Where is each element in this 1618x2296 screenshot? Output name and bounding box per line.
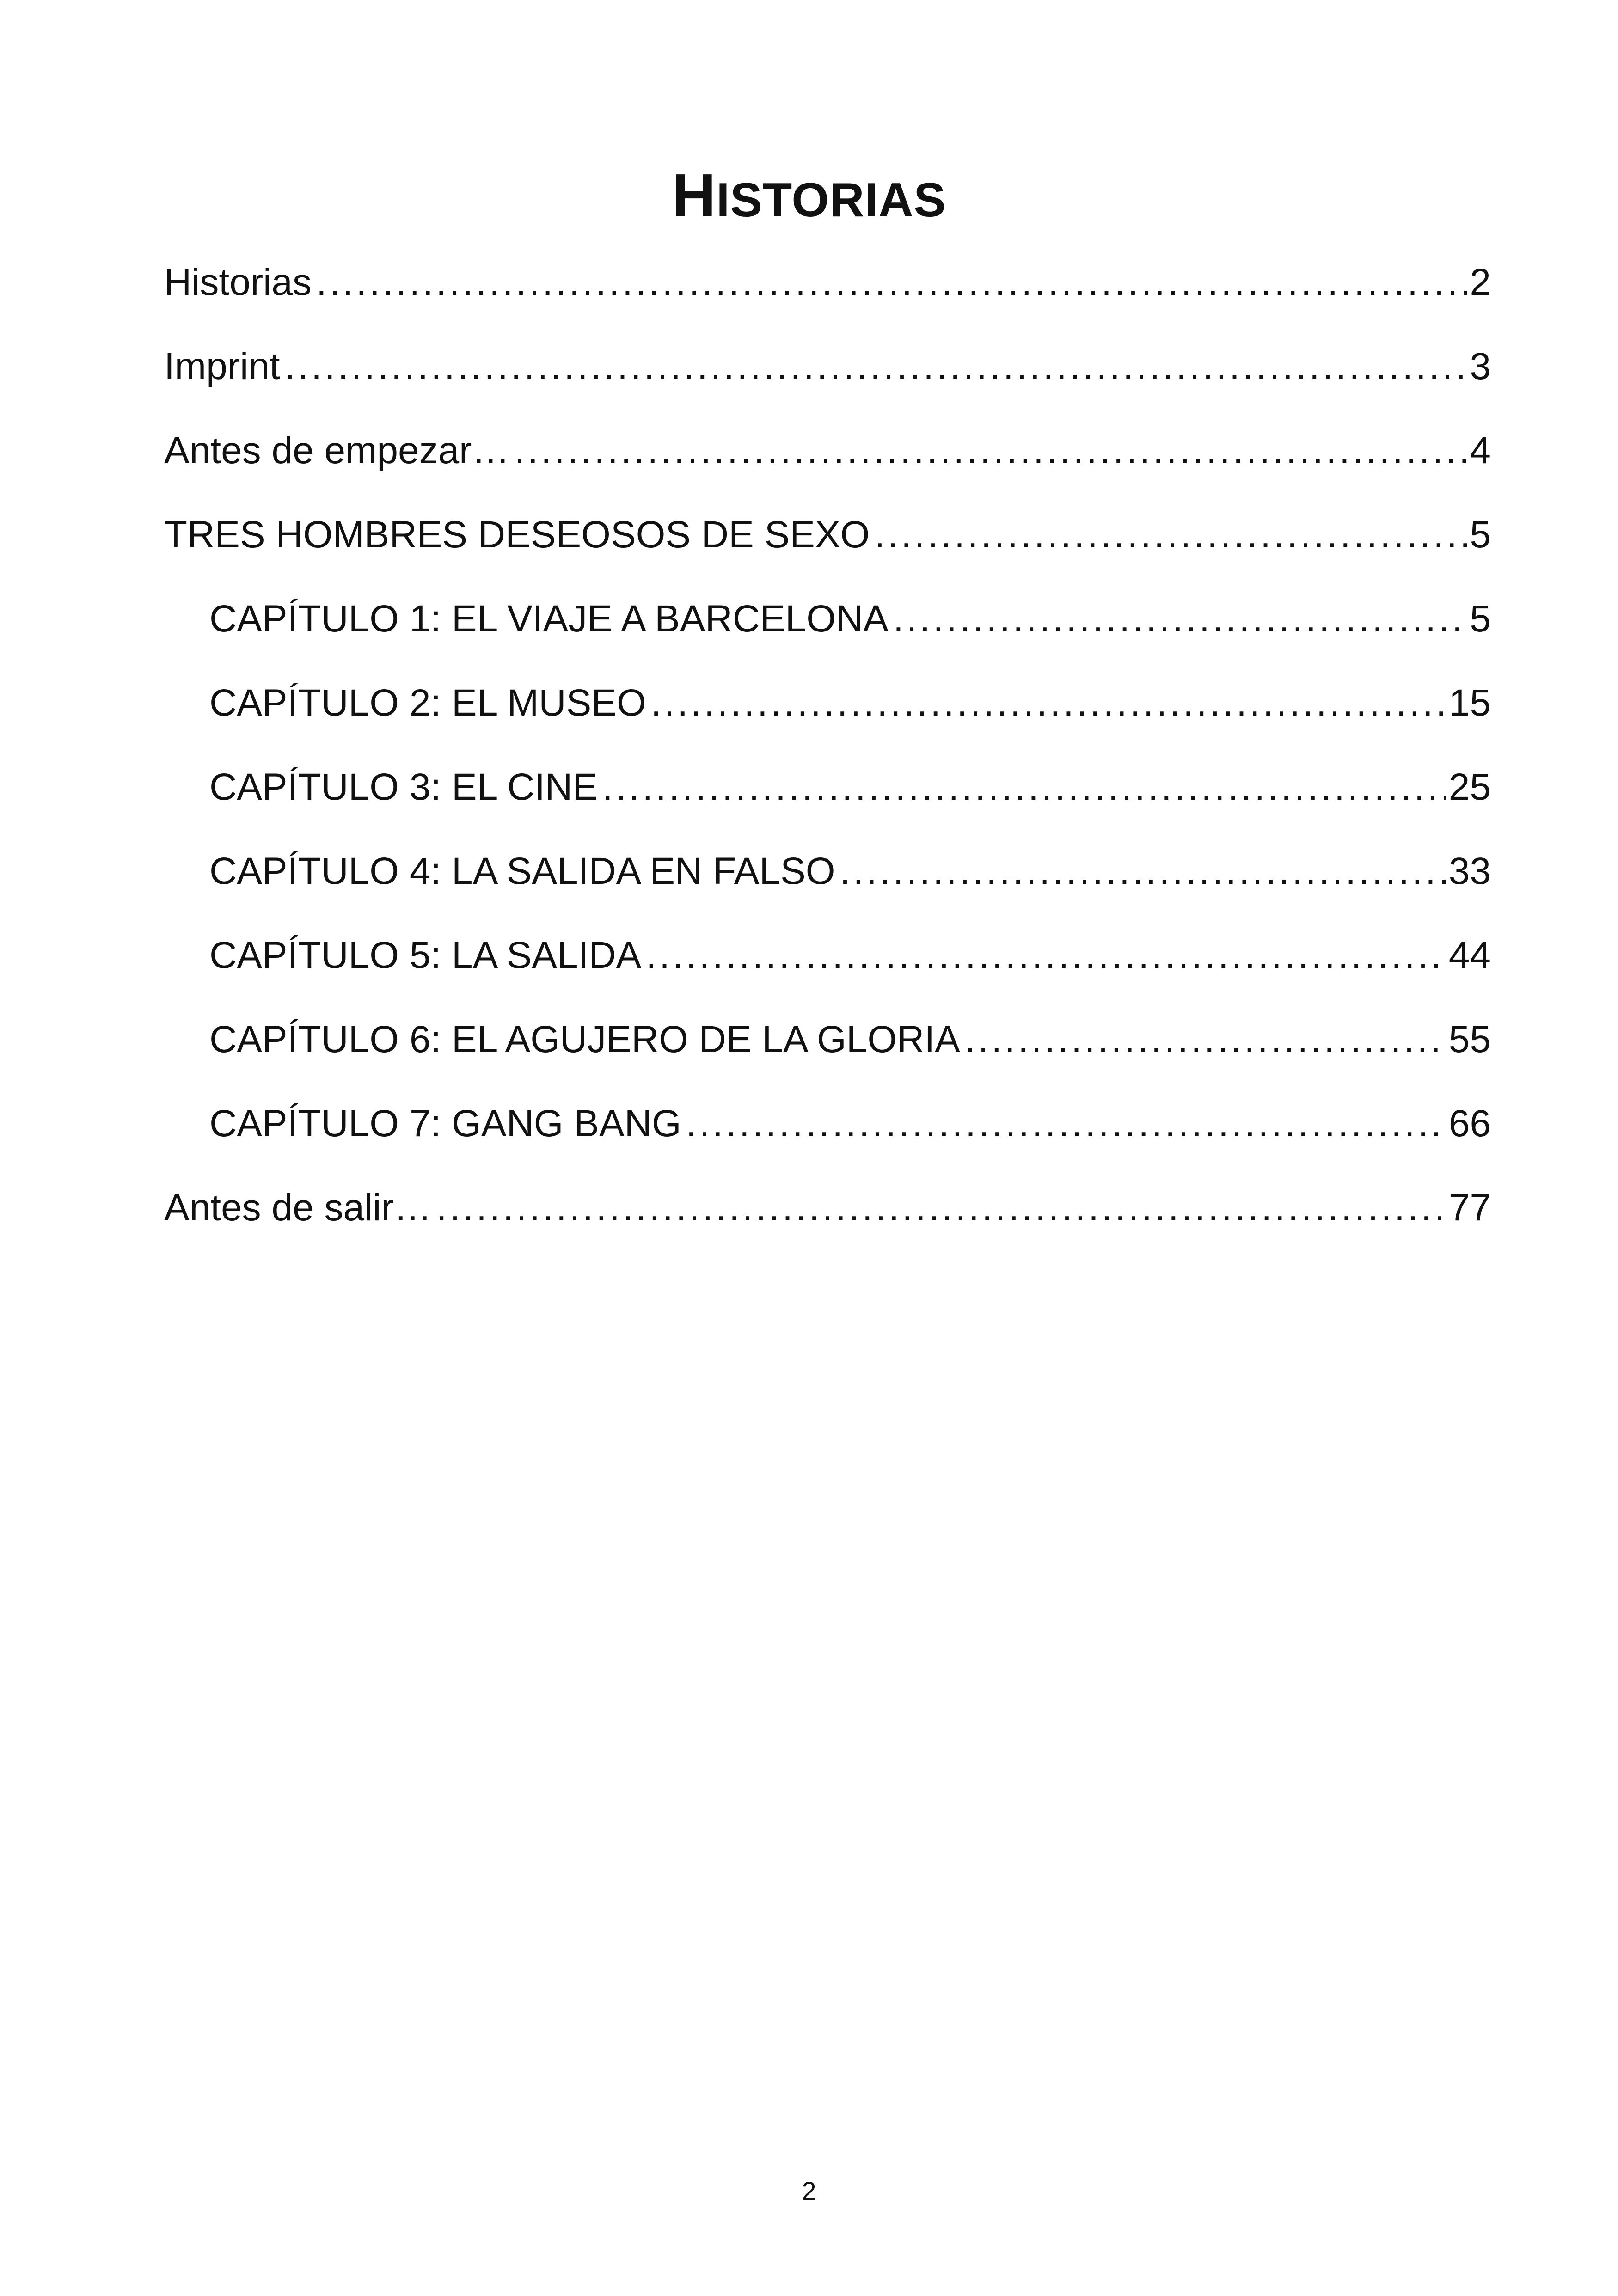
toc-entry-label: Antes de empezar… (164, 429, 510, 471)
toc-entry[interactable] (164, 745, 1491, 829)
toc-leader-dots (686, 1082, 1446, 1166)
table-of-contents (164, 240, 1491, 1250)
toc-leader-dots (965, 998, 1446, 1082)
toc-leader-dots (893, 577, 1467, 661)
title-first-letter: H (672, 161, 717, 230)
toc-leader-dots (874, 493, 1467, 577)
toc-entry-page: 33 (1448, 850, 1491, 892)
toc-entry-label: TRES HOMBRES DESEOSOS DE SEXO (164, 514, 870, 556)
toc-entry-page: 55 (1448, 1018, 1491, 1060)
toc-leader-dots (651, 661, 1446, 745)
page-title (0, 159, 1618, 237)
toc-entry[interactable] (164, 1082, 1491, 1166)
toc-entry-page: 77 (1448, 1187, 1491, 1229)
toc-entry-label: CAPÍTULO 6: EL AGUJERO DE LA GLORIA (209, 1018, 960, 1060)
toc-entry-page: 4 (1470, 429, 1491, 471)
toc-entry-label: CAPÍTULO 7: GANG BANG (209, 1102, 681, 1145)
toc-entry-page: 5 (1470, 598, 1491, 640)
toc-entry[interactable] (164, 829, 1491, 913)
toc-entry[interactable] (164, 661, 1491, 745)
toc-entry-page: 2 (1470, 261, 1491, 303)
toc-entry[interactable] (164, 409, 1491, 493)
toc-leader-dots (515, 409, 1467, 493)
toc-entry[interactable] (164, 577, 1491, 661)
toc-leader-dots (316, 240, 1467, 325)
toc-entry-page: 3 (1470, 345, 1491, 387)
toc-entry-page: 44 (1448, 934, 1491, 976)
toc-entry-label: CAPÍTULO 5: LA SALIDA (209, 934, 642, 976)
toc-entry[interactable] (164, 493, 1491, 577)
title-rest: ISTORIAS (716, 173, 946, 227)
toc-entry[interactable] (164, 913, 1491, 998)
toc-entry-page: 5 (1470, 514, 1491, 556)
toc-leader-dots (646, 913, 1446, 998)
toc-entry[interactable] (164, 998, 1491, 1082)
toc-entry-label: CAPÍTULO 2: EL MUSEO (209, 682, 646, 724)
toc-entry[interactable] (164, 325, 1491, 409)
toc-entry-label: CAPÍTULO 4: LA SALIDA EN FALSO (209, 850, 835, 892)
toc-entry-page: 66 (1448, 1102, 1491, 1145)
page-number: 2 (802, 2176, 816, 2205)
toc-leader-dots (436, 1166, 1446, 1250)
toc-entry[interactable] (164, 1166, 1491, 1250)
toc-leader-dots (840, 829, 1446, 913)
toc-leader-dots (285, 325, 1467, 409)
toc-entry[interactable] (164, 240, 1491, 325)
toc-entry-label: CAPÍTULO 3: EL CINE (209, 766, 598, 808)
toc-entry-label: Imprint (164, 345, 280, 387)
toc-leader-dots (602, 745, 1446, 829)
toc-entry-label: Antes de salir… (164, 1187, 432, 1229)
toc-entry-page: 25 (1448, 766, 1491, 808)
toc-entry-label: Historias (164, 261, 312, 303)
toc-entry-label: CAPÍTULO 1: EL VIAJE A BARCELONA (209, 598, 889, 640)
toc-entry-page: 15 (1448, 682, 1491, 724)
